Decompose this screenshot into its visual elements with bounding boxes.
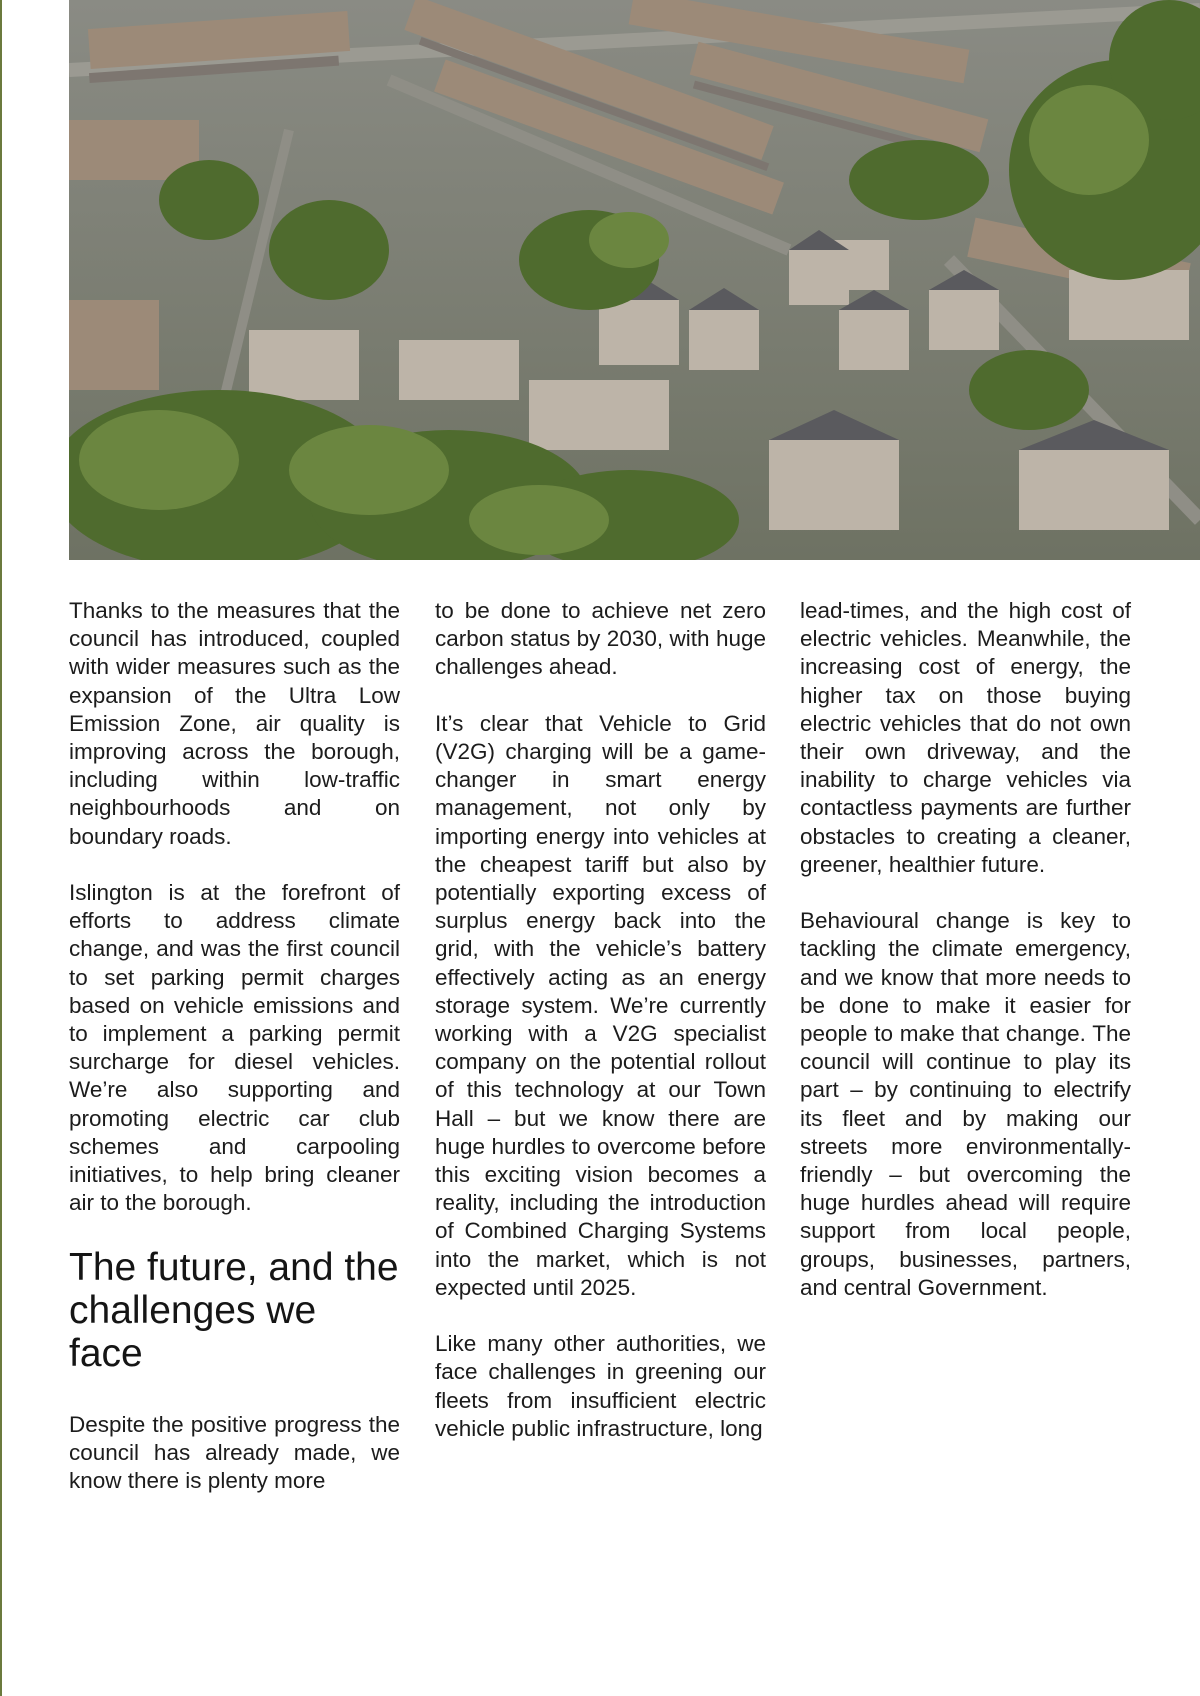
column-3 [800,597,1131,1330]
column-1 [69,597,400,1523]
section-heading: The future, and the challenges we face [69,1245,399,1375]
paragraph: Islington is at the forefront of efforts to address climate change, and was the first council to set parking permit charges based on vehicle emissions and to implement a parking permit surcharge for diesel vehicles. We’re also supporting and promoting electric car club schemes and carpooling initiatives, to help bring cleaner air to the borough. [69,880,400,1216]
paragraph: Like many other authorities, we face challenges in greening our fleets from insufficient electric vehicle public infrastructure, long [435,1331,766,1441]
paragraph: lead-times, and the high cost of electric vehicles. Meanwhile, the increasing cost of energy, the higher tax on those buying electric vehicles that do not own their own driveway, and the inability to charge vehicles via contactless payments are further obstacles to creating a cleaner, greener, healthier future. [800,598,1131,877]
paragraph: Despite the positive progress the council has already made, we know there is plenty more [69,1411,400,1494]
paragraph: to be done to achieve net zero carbon status by 2030, with huge challenges ahead. [435,598,766,680]
column-2 [435,597,766,1471]
paragraph: Thanks to the measures that the council has introduced, coupled with wider measures such as the expansion of the Ultra Low Emission Zone, air quality is improving across the borough, including within low-traffic neighbourhoods and on boundary roads. [69,598,400,849]
paragraph: It’s clear that Vehicle to Grid (V2G) charging will be a game-changer in smart energy management, not only by importing energy into vehicles at the cheapest tariff but also by potentially exporting excess of surplus energy back into the grid, with the vehicle’s battery effectively acting as an energy storage system. We’re currently working with a V2G specialist company on the potential rollout of this technology at our Town Hall – but we know there are huge hurdles to overcome before this exciting vision becomes a reality, including the introduction of Combined Charging Systems into the market, which is not expected until 2025. [435,710,766,1300]
paragraph: Behavioural change is key to tackling the climate emergency, and we know that more needs to be done to make it easier for people to make that change. The council will continue to play its part – by continuing to electrify its fleet and by making our streets more environmentally-friendly – but overcoming the huge hurdles ahead will require support from local people, groups, businesses, partners, and central Government. [800,908,1131,1300]
page-edge-line [0,0,2,1696]
article-columns [69,597,1131,1657]
aerial-city-photo [69,0,1200,560]
